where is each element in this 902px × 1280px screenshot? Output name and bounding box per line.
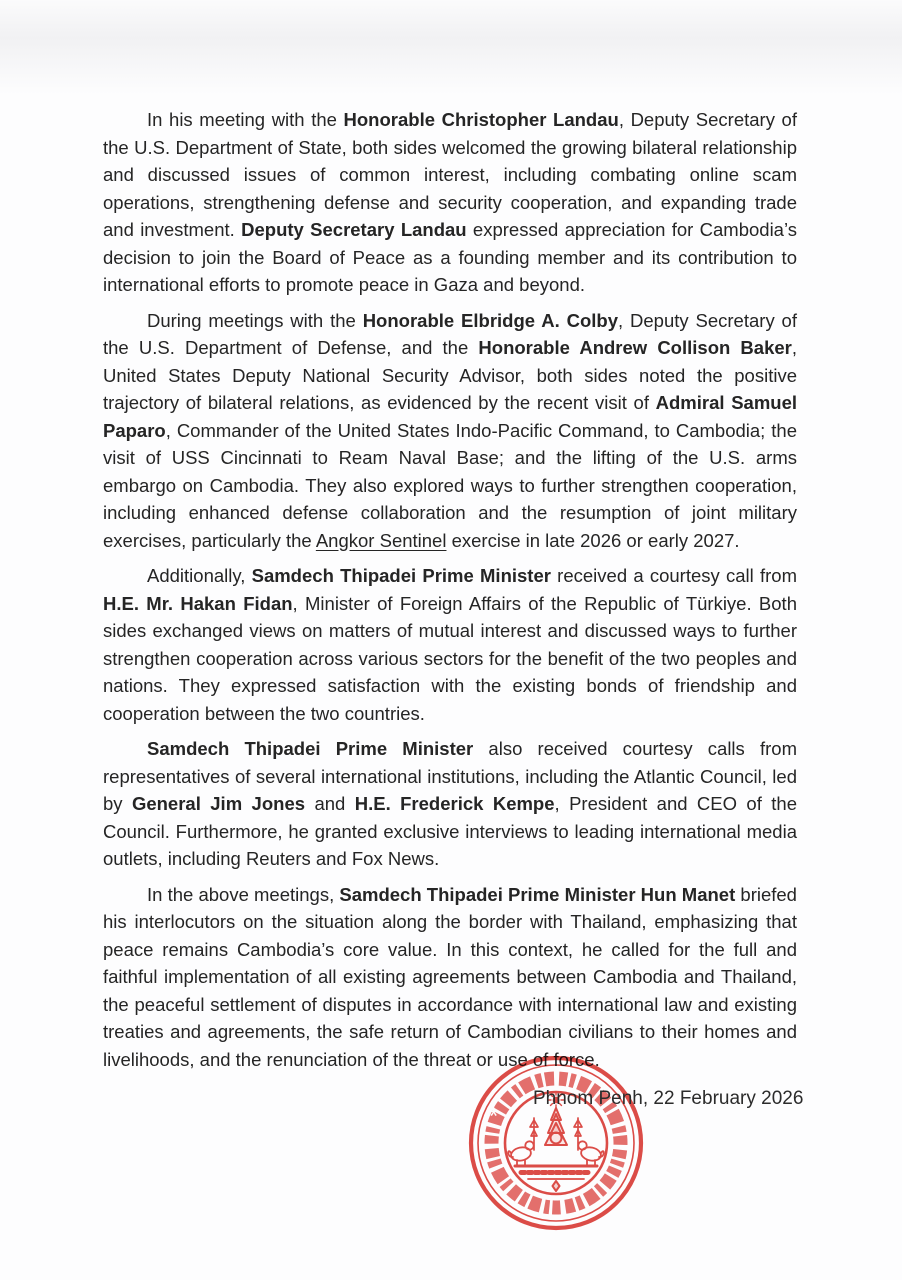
text-run: In his meeting with the [147, 109, 344, 130]
paragraph [103, 735, 797, 873]
text-run: Samdech Thipadei Prime Minister [251, 565, 551, 586]
text-run: Angkor Sentinel [315, 529, 447, 551]
text-run: expressed appreciation for Cambodia’s decision to join the Board of Peace as a founding member and its contribution to international efforts to promote peace in Gaza and beyond. [103, 219, 797, 295]
text-run: , Deputy Secretary of the U.S. Department of Defense, and the [103, 309, 797, 358]
text-run: H.E. Frederick Kempe [354, 793, 555, 814]
text-run: also received courtesy calls from representatives of several international institutions, including the Atlantic Council, led by [103, 738, 797, 814]
text-run: and [305, 793, 355, 814]
paragraph [103, 881, 797, 1074]
text-run: , Deputy Secretary of the U.S. Department of State, both sides welcomed the growing bilateral relationship and discussed issues of common interest, including combating online scam operations, strengthening defense and security cooperation, and expanding trade and investment. [103, 109, 797, 240]
text-run: Samdech Thipadei Prime Minister Hun Manet [339, 883, 736, 905]
document-body [103, 106, 797, 1081]
royal-seal-stamp [467, 1054, 645, 1232]
text-run: , President and CEO of the Council. Furthermore, he granted exclusive interviews to leading international media outlets, including Reuters and Fox News. [103, 793, 797, 869]
paragraph [103, 307, 797, 555]
text-run: exercise in late 2026 or early 2027. [446, 529, 740, 551]
text-run: During meetings with the [147, 309, 363, 331]
paragraph [103, 562, 797, 727]
seal-star: * [489, 1103, 499, 1130]
text-run: , Minister of Foreign Affairs of the Republic of Türkiye. Both sides exchanged views on matters of mutual interest and discussed ways to further strengthen cooperation across various sectors for the benefit of the two peoples and nations. They expressed satisfaction with the existing bonds of friendship and cooperation between the two countries. [103, 592, 797, 724]
scan-shading [0, 0, 902, 95]
text-run: Additionally, [147, 565, 252, 586]
text-run: General Jim Jones [131, 793, 306, 814]
text-run: In the above meetings, [147, 883, 340, 905]
text-run: Deputy Secretary Landau [241, 219, 467, 240]
text-run: , Commander of the United States Indo-Pacific Command, to Cambodia; the visit of USS Cincinnati to Ream Naval Base; and the lifting of the U.S. arms embargo on Cambodia. They also explored ways to further strengthen cooperation, including enhanced defense collaboration and the resumption of joint military exercises, particularly the [103, 419, 797, 551]
date-line: Phnom Penh, 22 February 2026 [533, 1088, 804, 1109]
text-run: briefed his interlocutors on the situation along the border with Thailand, emphasizing that peace remains Cambodia’s core value. In this context, he called for the full and faithful implementation of all existing agreements between Cambodia and Thailand, the peaceful settlement of disputes in accordance with international law and existing treaties and agreements, the safe return of Cambodian civilians to their homes and livelihoods, and the renunciation of the threat or use of force. [103, 883, 797, 1070]
text-run: Samdech Thipadei Prime Minister [147, 738, 474, 759]
text-run: H.E. Mr. Hakan Fidan [103, 592, 293, 614]
text-run: Honorable Andrew Collison Baker [478, 337, 792, 358]
text-run: , United States Deputy National Security Advisor, both sides noted the positive trajectory of bilateral relations, as evidenced by the recent visit of [103, 337, 797, 413]
text-run: Admiral Samuel Paparo [103, 392, 798, 441]
text-run: Honorable Christopher Landau [343, 109, 619, 130]
text-run: Honorable Elbridge A. Colby [362, 309, 619, 331]
text-run: received a courtesy call from [550, 565, 797, 586]
paragraph [103, 106, 797, 299]
